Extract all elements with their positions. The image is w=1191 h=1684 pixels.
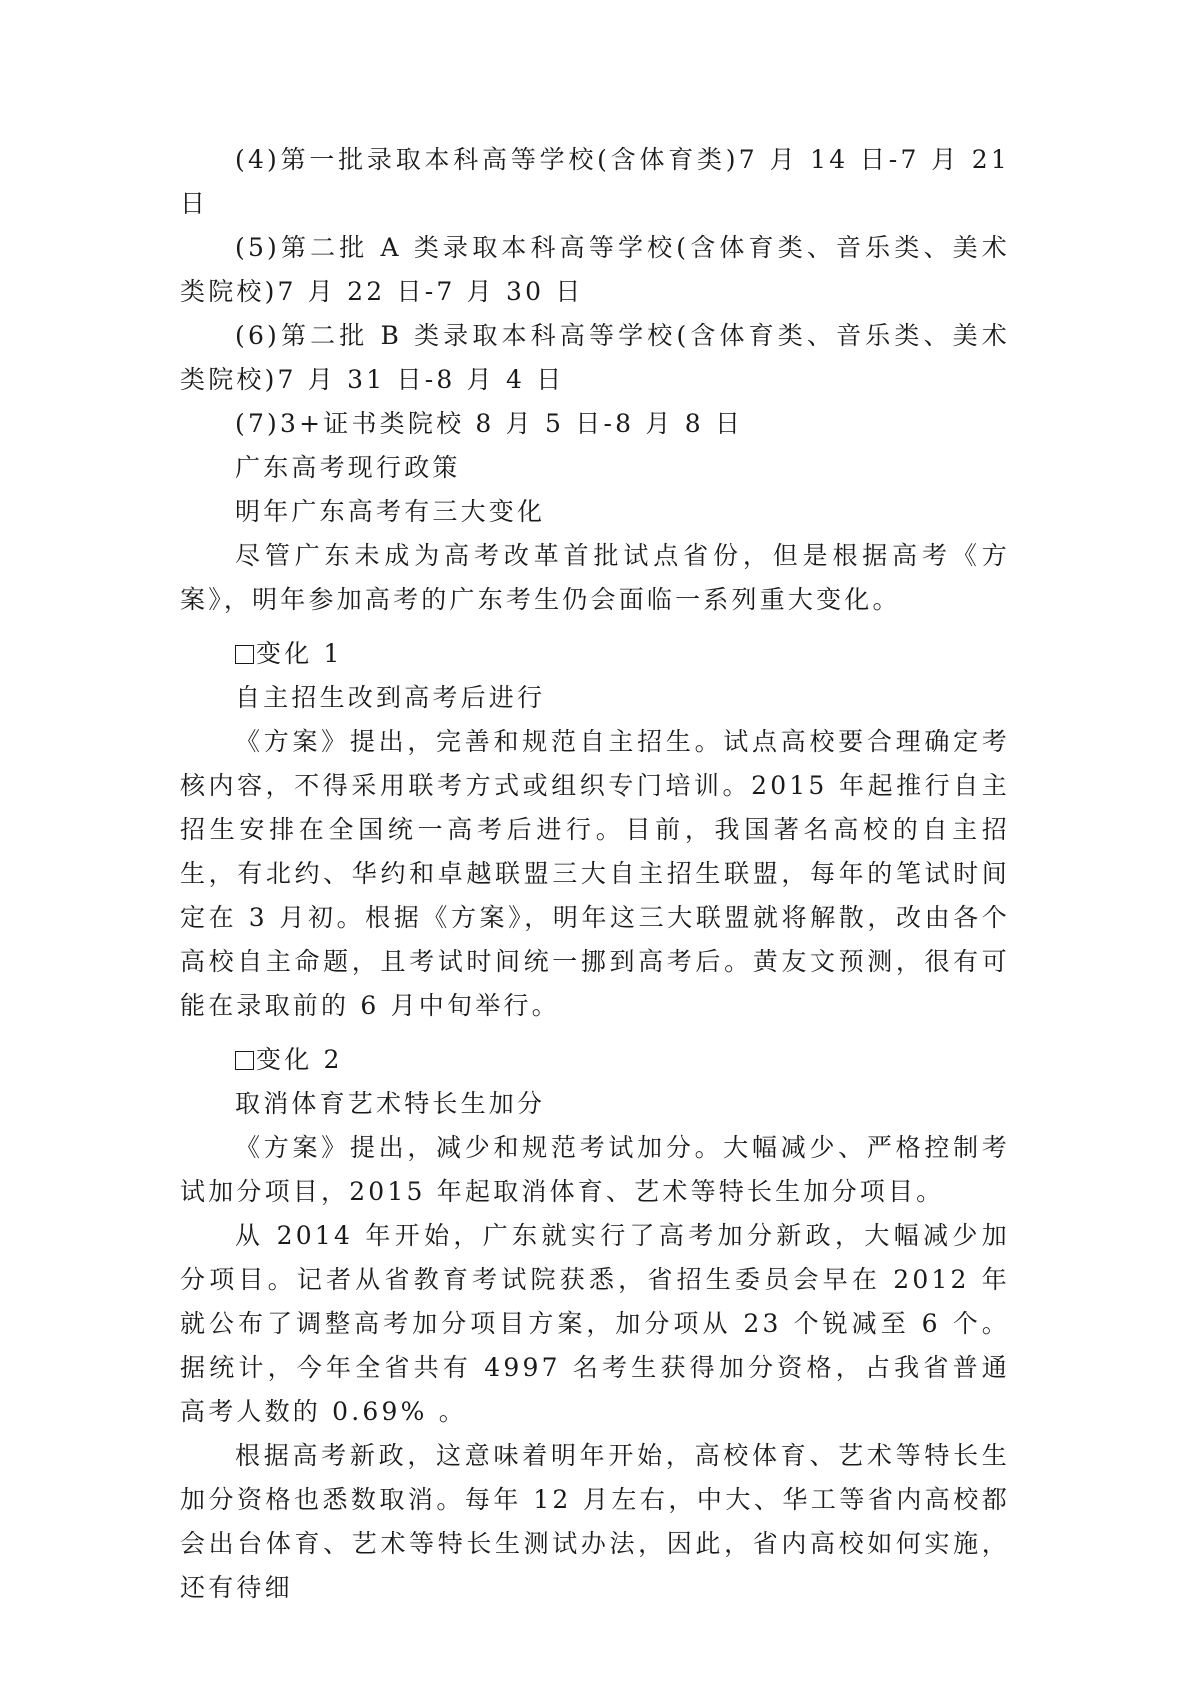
checkbox-icon xyxy=(235,1051,254,1070)
paragraph-batch-5: (5)第二批 A 类录取本科高等学校(含体育类、音乐类、美术类院校)7 月 22 日-7 月 30 日 xyxy=(180,233,1010,306)
section-heading-changes: 明年广东高考有三大变化 xyxy=(235,497,546,526)
paragraph-change-2: 《方案》提出，减少和规范考试加分。大幅减少、严格控制考试加分项目，2015 年起取消体育、艺术等特长生加分项目。 xyxy=(180,1133,1010,1206)
paragraph-batch-6: (6)第二批 B 类录取本科高等学校(含体育类、音乐类、美术类院校)7 月 31 日-8 月 4 日 xyxy=(180,321,1010,394)
paragraph-batch-4: (4)第一批录取本科高等学校(含体育类)7 月 14 日-7 月 21 日 xyxy=(180,145,1010,218)
change-1-heading: 自主招生改到高考后进行 xyxy=(235,683,546,712)
change-2-heading: 取消体育艺术特长生加分 xyxy=(235,1089,546,1118)
paragraph-batch-7: (7)3+证书类院校 8 月 5 日-8 月 8 日 xyxy=(235,409,744,438)
paragraph-new-policy: 根据高考新政，这意味着明年开始，高校体育、艺术等特长生加分资格也悉数取消。每年 12 月左右，中大、华工等省内高校都会出台体育、艺术等特长生测试办法，因此，省内高校如何实施，还有待细 xyxy=(180,1441,1010,1602)
change-2-label xyxy=(180,1038,1010,1082)
paragraph-bonus-policy: 从 2014 年开始，广东就实行了高考加分新政，大幅减少加分项目。记者从省教育考试院获悉，省招生委员会早在 2012 年就公布了调整高考加分项目方案，加分项从 23 个锐减至 6 个。据统计，今年全省共有 4997 名考生获得加分资格，占我省普通高考人数的 0.69% 。 xyxy=(180,1221,1010,1426)
document-body xyxy=(180,138,1010,1610)
checkbox-icon xyxy=(235,645,254,664)
change-1-label xyxy=(180,632,1010,676)
section-heading-policy: 广东高考现行政策 xyxy=(235,453,461,482)
paragraph-intro: 尽管广东未成为高考改革首批试点省份，但是根据高考《方案》，明年参加高考的广东考生仍会面临一系列重大变化。 xyxy=(180,541,1010,614)
change-2-text: 变化 2 xyxy=(256,1045,343,1074)
change-1-text: 变化 1 xyxy=(256,639,343,668)
paragraph-change-1: 《方案》提出，完善和规范自主招生。试点高校要合理确定考核内容，不得采用联考方式或组织专门培训。2015 年起推行自主招生安排在全国统一高考后进行。目前，我国著名高校的自主招生，有北约、华约和卓越联盟三大自主招生联盟，每年的笔试时间定在 3 月初。根据《方案》，明年这三大联盟就将解散，改由各个高校自主命题，且考试时间统一挪到高考后。黄友文预测，很有可能在录取前的 6 月中旬举行。 xyxy=(180,727,1010,1020)
